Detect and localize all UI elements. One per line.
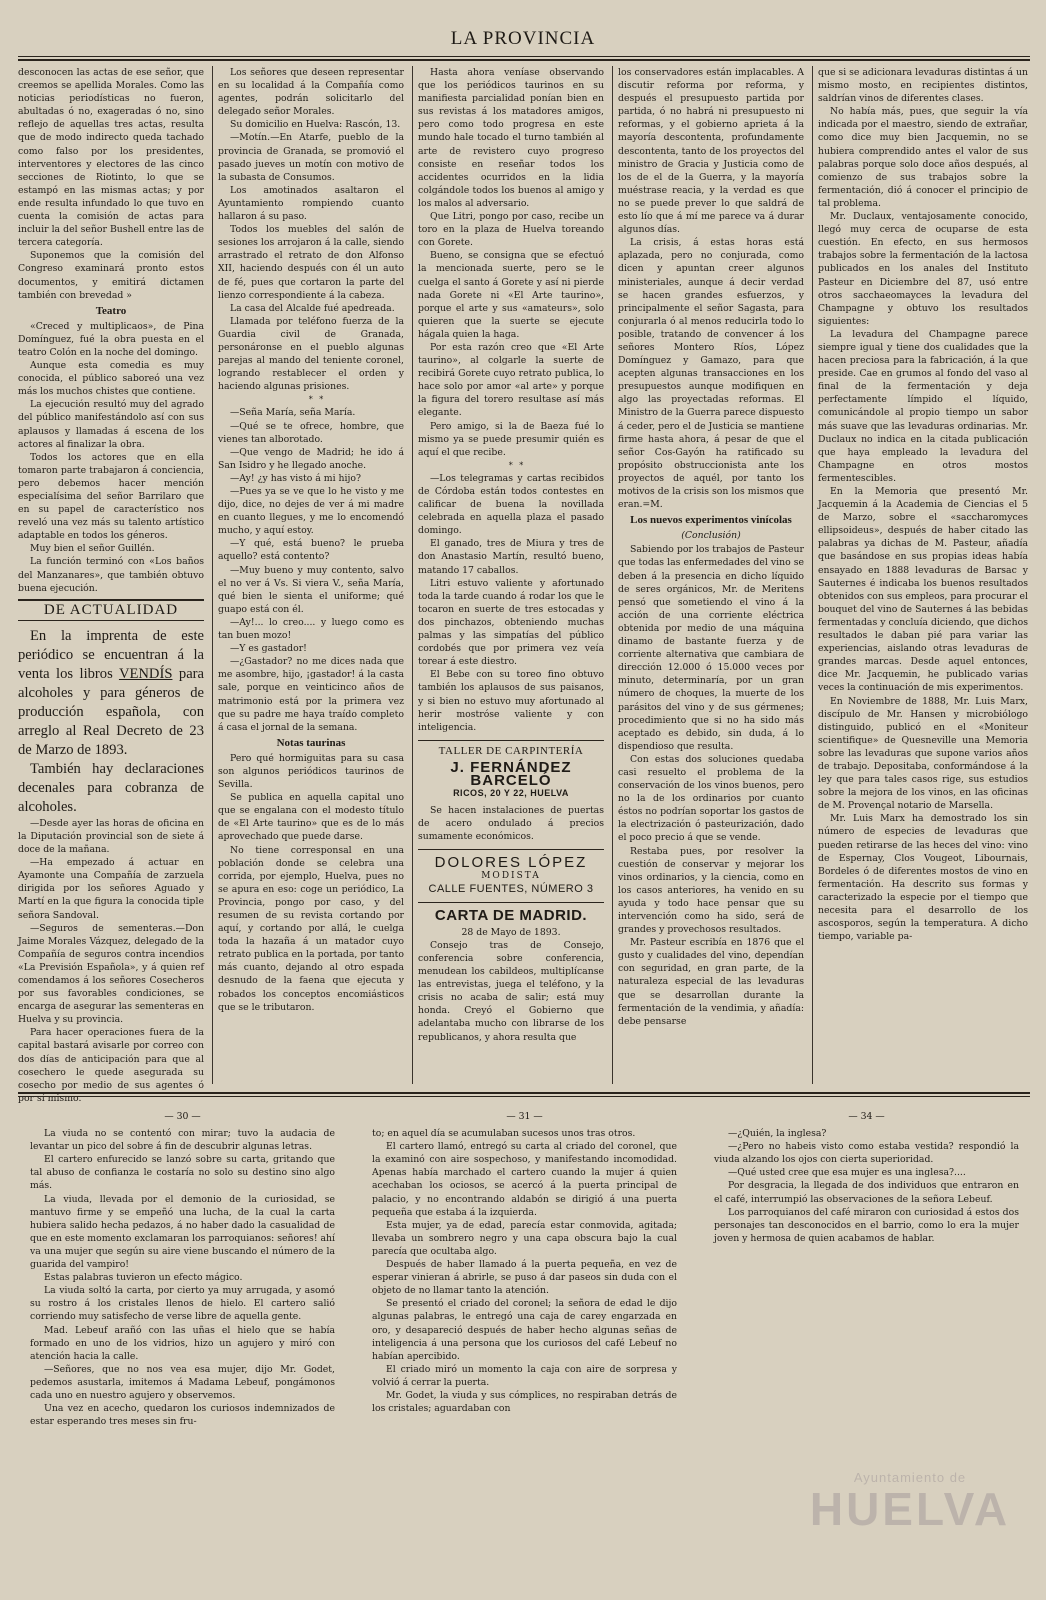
folletin-paragraph: —Qué usted cree que esa mujer es una inglesa?.... xyxy=(728,1167,966,1179)
folletin-paragraph: Los parroquianos del café miraron con curiosidad á estos dos personajes tan desconocidos en el barrio, como lo era la mujer joven y hermosa de quien acabamos de hablar. xyxy=(714,1206,1019,1244)
article-paragraph: —Pues ya se ve que lo he visto y me dijo, dice, no dejes de ver á mi madre en cuanto llegues, y me lo encomendó mucho, y aquí estoy. xyxy=(218,486,404,537)
section-heading-carta: CARTA DE MADRID. xyxy=(418,902,604,922)
page-number: — 31 — xyxy=(506,1111,543,1122)
folletin-paragraph: Esta mujer, ya de edad, parecía estar conmovida, agitada; llevaba un sombrero negro y una capa obscura bajo la cual parecía que ocultaba algo. xyxy=(372,1219,677,1257)
article-paragraph: Restaba pues, por resolver la cuestión de conservar y mejorar los vinos ordinarios, y la ciencia, como en los casos anteriores, ha venido en su ayuda y todo hace pensar que su intervención como ha sido, será de grandes y provechosos resultados. xyxy=(618,845,804,936)
article-paragraph: El Bebe con su toreo fino obtuvo también los aplausos de sus paisanos, y si bien no estuvo muy afortunado al herir mostróse valiente y con inteligencia. xyxy=(418,669,604,733)
article-paragraph: Hasta ahora veníase observando que los periódicos taurinos en su manifiesta parcialidad ponían bien en sus revistas á los matadores amigos, pero como todo progresa en este mundo hale tocado el turno también al arte de revistero cuyo progreso consiste en reseñar todos los accidentes ocurridos en la lidia colgándole todos los buenos al amigo y los malos al adversario. xyxy=(418,67,604,209)
header-rule-thick xyxy=(18,59,1030,61)
notice-text xyxy=(18,627,204,760)
folletin-paragraph: La viuda no se contentó con mirar; tuvo la audacia de levantar un pico del sobre á fin de descubrir algunas letras. xyxy=(30,1128,335,1153)
article-paragraph: —Motín.—En Atarfe, pueblo de la provincia de Granada, se promovió el pasado jueves un motín con motivo de la subasta de Consumos. xyxy=(218,132,404,183)
folletin-paragraph: Después de haber llamado á la puerta pequeña, en vez de esperar vinieran á abrirle, se puso á dar paseos sin duda con el objeto de no llamar tanto la atención. xyxy=(372,1259,677,1297)
column-separator xyxy=(212,66,213,1084)
ad-address: CALLE FUENTES, NÚMERO 3 xyxy=(428,882,594,895)
folletin-paragraph: Estas palabras tuvieron un efecto mágico. xyxy=(44,1272,243,1284)
folletin-paragraph: to; en aquel día se acumulaban sucesos unos tras otros. xyxy=(372,1128,636,1140)
section-box-title: DE ACTUALIDAD xyxy=(18,599,204,621)
folletin-paragraph: —Señores, que no nos vea esa mujer, dijo Mr. Godet, pedemos asustarla, imitemos á Madama Lebeuf, pongámonos cada uno en nuestro agujero y observemos. xyxy=(30,1363,335,1401)
article-paragraph: —Ay!... lo creo.... y luego como es tan buen mozo! xyxy=(218,616,404,642)
article-paragraph: Litri estuvo valiente y afortunado toda la tarde cuando á rodar los que le tocaron en suerte de tres estocadas y dos pinchazos, obteniendo muchas palmas y las simpatías del público cordobés que por primera vez veía torear á este diestro. xyxy=(418,577,604,668)
ad-business-name: J. FERNÁNDEZ BARCELÓ xyxy=(450,758,572,789)
article-paragraph: No tiene corresponsal en una población donde se celebra una corrida, por ejemplo, Huelva, pues no se apura en eso: coge un periódico, La Provincia, pongo por caso, y del resumen de su revista cortando por aquí, y cortando por allá, le cuelga toda la hazaña á un matador cuyo retrato publica en la portada, por tanto más cuanto, dejando al otro espada desnudo de la faena que ejecuta y robados los conceptos encomiásticos que se le tributaron. xyxy=(218,844,404,1013)
article-paragraph: —Seña María, seña María. xyxy=(230,407,356,419)
masthead-title: LA PROVINCIA xyxy=(450,28,596,49)
section-heading: Los nuevos experimentos vinícolas xyxy=(630,514,792,527)
article-paragraph: Aunque esta comedia es muy conocida, el público saboreó una vez más los muchos chistes que contiene. xyxy=(18,360,204,398)
article-paragraph: Pero qué hormiguitas para su casa son algunos periódicos taurinos de Sevilla. xyxy=(218,752,404,791)
article-paragraph: La levadura del Champagne parece siempre igual y tiene dos cualidades que la hacen preciosa para la fabricación, á la que preside. Cae en grumos al fondo del vaso al final de la fermentación y deja perfectamente límpido el líquido, comunicándole al propio tiempo un sabor más suave que las levaduras ordinarias. Mr. Duclaux no indica en la citada publicación que haya empleado la levadura del Champagne en otros mostos fermentescibles. xyxy=(818,328,1028,484)
column-4 xyxy=(618,66,804,1084)
notice-product-name: VENDÍS xyxy=(118,665,173,682)
article-paragraph: —Y es gastador! xyxy=(230,643,307,655)
article-paragraph: Que Litri, pongo por caso, recibe un toro en la plaza de Huelva toreando con Gorete. xyxy=(418,211,604,249)
article-paragraph: Con estas dos soluciones quedaba casi resuelto el problema de la conservación de los vinos buenos, pero no la de los ordinarios por cuanto éstos no podrían soportar los gastos de la electrización ó pasteurización, dado el poco precio á que se vende. xyxy=(618,753,804,844)
section-heading: Notas taurinas xyxy=(276,736,346,749)
header-rule xyxy=(18,56,1030,57)
article-paragraph: los conservadores están implacables. A discutir reforma por reforma, y después el presupuesto partida por partida, ó no habrá ni presupuesto ni reformas, y el gobierno aprieta á la mayoría descontenta, profundamente descontenta, tanto de los proyectos del ministro de Gracia y Justicia como de los de el de la Guerra, y la mayoría muéstrase reacia, y la verdad es que no se puede prever lo que saldrá de esto lío que á mí me parece va á durar algunos días. xyxy=(618,67,804,236)
section-heading: Teatro xyxy=(95,304,127,317)
page-header xyxy=(0,0,1046,62)
folletin-paragraph: La viuda soltó la carta, por cierto ya muy arrugada, y asomó su rostro á los cristales llenos de hielo. El cartero salió corriendo muy satisfecho de verse libre de aquella gente. xyxy=(30,1285,335,1323)
article-paragraph: —Que vengo de Madrid; he ido á San Isidro y he llegado anoche. xyxy=(218,446,404,471)
article-paragraph: El ganado, tres de Miura y tres de don Anastasio Martín, resultó bueno, matando 17 caballos. xyxy=(418,538,604,576)
article-paragraph: Bueno, se consigna que se efectuó la mencionada suerte, pero se le cuelga el santo á Gorete y así ni pierde nada Gorete ni «El Arte taurino», porque el arte y sus «amateurs», solo quieren que la suerte se ejecute hágala quien la haga. xyxy=(418,250,604,340)
article-paragraph: Por esta razón creo que «El Arte taurino», al colgarle la suerte de recibirá Gorete cuyo retrato publica, lo hace solo por amor «al arte» y porque la figura del torero resultase así más elegante. xyxy=(418,341,604,419)
column-2 xyxy=(218,66,404,1084)
article-paragraph: En la Memoria que presentó Mr. Jacquemin á la Academia de Ciencias el 5 de Marzo, sobre el «saccharomyces ellipsoideus», después de haber citado las palabras ya dichas de M. Pasteur, añadía que basándose en sus propias ideas había ensayado en 1888 levaduras de Barsac y Sauternes é indicaba los buenos resultados obtenidos con sus empleos, para procurar el bouquet del vino de Sauternes á las bebidas fermentadas y concluía diciendo, que dichos resultados le daban pié para variar las experiencias, aislando otras levaduras de grandes marcas. Desde aquel entonces, dice Mr. Jacquemin, he publicado varias veces la continuación de mis experimentos. xyxy=(818,486,1028,694)
folletin-paragraph: Mr. Godet, la viuda y sus cómplices, no respiraban detrás de los cristales; aguardaban con xyxy=(372,1389,677,1415)
folletin-paragraph: —¿Pero no habeis visto como estaba vestida? respondió la viuda alzando los ojos con cierta superioridad. xyxy=(714,1141,1019,1166)
folletin-paragraph: Por desgracia, la llegada de dos individuos que entraron en el café, interrumpió las observaciones de la señora Lebeuf. xyxy=(714,1180,1019,1205)
article-paragraph: La casa del Alcalde fué apedreada. xyxy=(230,302,395,314)
ad-title: TALLER DE CARPINTERÍA xyxy=(438,744,584,757)
section-divider: * * xyxy=(508,460,526,470)
article-paragraph: Los señores que deseen representar en su localidad á la Compañía como agentes, podrán solicitarlo del delegado señor Morales. xyxy=(218,67,404,118)
folletin-paragraph: El criado miró un momento la caja con aire de sorpresa y volvió á cerrar la puerta. xyxy=(372,1363,677,1388)
notice-text-after: para alcoholes y para géneros de producción española, con arreglo al Real Decreto de 23 de Marzo de 1893. xyxy=(18,665,205,758)
article-paragraph: —¿Gastador? no me dices nada que me asombre, hijo, ¡gastador! á la casta sale, porque en veinticinco años de matrimonio está por la primera vez que su padre me haya traído completo á casa el jornal de la semana. xyxy=(218,656,404,733)
ad-address: RICOS, 20 Y 22, HUELVA xyxy=(453,788,569,799)
notice-text: También hay declaraciones decenales para cobranza de alcoholes. xyxy=(18,760,204,815)
article-paragraph: que si se adicionara levaduras distintas á un mismo mosto, en recipientes distintos, saldrían vinos de diferentes clases. xyxy=(818,67,1028,105)
article-paragraph: Mr. Duclaux, ventajosamente conocido, llegó muy cerca de ocuparse de esta cuestión. En efecto, en sus hermosos trabajos sobre la fermentación de la lactosa publicados en los anales del Instituto Pasteur en Diciembre del 87, usó entre otros sacchaeomayces la levadura del Champagne y obtuvo los resultados siguientes: xyxy=(818,211,1028,327)
article-paragraph: Llamada por teléfono fuerza de la Guardia civil de Granada, personáronse en el pueblo algunas parejas al mando del teniente coronel, logrando restablecer el orden y haciendo algunas prisiones. xyxy=(218,315,404,393)
folletin-rule-thin xyxy=(18,1096,1030,1097)
advertisement-modista xyxy=(418,849,604,895)
article-paragraph: Todos los actores que en ella tomaron parte trabajaron á conciencia, pero debemos hacer mención especialísima del señor Barrilaro que en su papel de característico nos reveló una vez más su talento artístico adaptable en todos los géneros. xyxy=(18,451,204,542)
article-paragraph: La ejecución resultó muy del agrado del público manifestándolo así con sus aplausos y llamadas á escena de los actores al finalizar la obra. xyxy=(18,399,204,450)
notice-paragraph xyxy=(18,627,204,760)
article-paragraph: —Los telegramas y cartas recibidos de Córdoba están todos contestes en calificar de buena la novillada celebrada en aquella plaza el pasado domingo. xyxy=(418,472,604,537)
article-paragraph: «Creced y multiplicaos», de Pina Domínguez, fué la obra puesta en el teatro Colón en la noche del domingo. xyxy=(18,320,204,358)
article-paragraph: —Seguros de sementeras.—Don Jaime Morales Vázquez, delegado de la Compañía de seguros contra incendios «La Previsión Española», y á quien ref comendamos á los señores Cosecheros por sus favorables condiciones, se encarga de asegurar las sementeras en Huelva y su provincia. xyxy=(18,922,204,1026)
article-paragraph: Suponemos que la comisión del Congreso examinará pronto estos documentos, y emitirá dictamen también con brevedad » xyxy=(18,250,204,301)
article-paragraph: Muy bien el señor Guillén. xyxy=(30,543,155,555)
advertisement-carpentry xyxy=(418,740,604,844)
article-paragraph: Mr. Luis Marx ha demostrado los sin número de especies de levaduras que pueden retirarse de las heces del vino: vino de Espernay, Clos Vougeot, Libournais, Bordeles ó de diferentes mostos de vino en fermentación. Ha descrito sus formas y caracterizado la especie por el tiempo que necesita para el desarrollo de los ascosporos, según la temperatura. A dicho tiempo, variable pa- xyxy=(818,813,1028,943)
folletin-rule xyxy=(18,1092,1030,1094)
article-paragraph: Los amotinados asaltaron el Ayuntamiento rompiendo cuanto hallaron á su paso. xyxy=(218,184,404,223)
dateline: 28 de Mayo de 1893. xyxy=(461,926,561,938)
page-number: — 34 — xyxy=(848,1111,885,1122)
ad-business-name: DOLORES LÓPEZ xyxy=(434,854,588,872)
article-paragraph: —Ha empezado á actuar en Ayamonte una Compañía de zarzuela dirigida por los señores Aguado y Martí en la que figura la conocida tiple señora Sandoval. xyxy=(18,857,204,921)
article-paragraph: En Noviembre de 1888, Mr. Luis Marx, discípulo de Mr. Hansen y microbiólogo distinguido, publicó en el «Moniteur scientifique» de Quesneville una Memoria sobre las levaduras que supone varios años de trabajo. Depositaba, conformándose á la ley que para tales casos rige, sus estudios sobre la mejora de los vinos, en las oficinas de M. Provençal notario de Marsella. xyxy=(818,695,1028,812)
notice-text-before: En la imprenta de este periódico se encuentran á la venta los libros xyxy=(18,627,204,682)
column-3 xyxy=(418,66,604,1084)
folletin-paragraph: Mad. Lebeuf arañó con las uñas el hielo que se había formado en uno de los vidrios, hizo un agujero y miró con atención hacia la calle. xyxy=(30,1324,335,1362)
section-divider: * * xyxy=(308,395,326,405)
folletin-page-30 xyxy=(30,1110,335,1580)
article-paragraph: Mr. Pasteur escribía en 1876 que el gusto y cualidades del vino, dependían con seguridad, en gran parte, de la naturaleza especial de las levaduras que se desarrollan durante la fermentación de la vendimia, y añadía: debe pensarse xyxy=(618,937,804,1027)
archive-watermark xyxy=(800,1470,1020,1580)
folletin-paragraph: El cartero enfurecido se lanzó sobre su carta, gritando que tal abuso de confianza le costaría no solo su destino sino algo más. xyxy=(30,1154,335,1192)
folletin-page-31 xyxy=(372,1110,677,1580)
column-separator xyxy=(612,66,613,1084)
article-paragraph: Sabiendo por los trabajos de Pasteur que todas las enfermedades del vino se deben á la presencia en dicho líquido de seres orgánicos, Mr. de Meritens pensó que sometiendo el vino á la acción de una corriente eléctrica obtenida por medio de una máquina dinamo de bastante fuerza y de corriente alternativa que cambiara de dirección 12.000 ó 15.000 veces por minuto, determinaría, por un gran número de choques, la muerte de los parásitos del vino y de sus gérmenes; procedimiento que si no ha sido más aceptado es debido, sin duda, á lo dispendioso que resulta. xyxy=(618,544,804,752)
ad-profession: MODISTA xyxy=(481,870,541,881)
article-paragraph: desconocen las actas de ese señor, que creemos se apellida Morales. Como las noticias periodísticas no fueron, abultadas ó no, exageradas ó no, sino reflejo de aquellas tres actas, resulta que de modo indirecto queda tachado como falso por los presidentes, interventores y electores de las cinco secciones de Riotinto, lo que se estampó en las mismas actas; y por ende resulta infundado lo que tuvo en cuenta la comisión de actas para incluir la del señor Bushell entre las de tercera categoría. xyxy=(18,67,204,249)
column-5 xyxy=(818,66,1028,1084)
section-subtitle: (Conclusión) xyxy=(681,530,741,542)
article-paragraph: Consejo tras de Consejo, conferencia sobre conferencia, menudean los cabildeos, multiplícanse las entrevistas, juega el teléfono, y la crisis no acaba de salir; está muy honda. Creyó el Gobierno que adelantaba mucho con librarse de los republicanos, y ahora resulta que xyxy=(418,939,604,1043)
article-paragraph: —Qué se te ofrece, hombre, que vienes tan alborotado. xyxy=(218,420,404,445)
ad-text: Se hacen instalaciones de puertas de acero ondulado á precios sumamente económicos. xyxy=(418,805,604,843)
page-number: — 30 — xyxy=(164,1111,201,1122)
watermark-line-1: Ayuntamiento de xyxy=(853,1470,967,1485)
article-paragraph: Su domicilio en Huelva: Rascón, 13. xyxy=(230,119,401,131)
folletin-paragraph: La viuda, llevada por el demonio de la curiosidad, se mantuvo firme y se empeñó una lucha, de la cual la carta hubiera salido hecha pedazos, á no haber dado la casualidad de que en este momento exclamaran los parroquianos: señores! ahí va una mujer que según su aire viene buscando el número de la guarida del vampiro! xyxy=(30,1193,336,1271)
article-paragraph: La crisis, á estas horas está aplazada, pero no conjurada, como dicen y apuntan creer algunos ministeriales, aunque á decir verdad se hacen grandes esfuerzos, y principalmente el señor Sagasta, para conjurarla ó al menos reducirla todo lo posible, tratando de convencer á los señores Montero Ríos, López Domínguez y Gamazo, para que acepten algunas transacciones en los presupuestos aunque modifiquen en algo las proyectadas reformas. El Ministro de la Guerra parece dispuesto á ceder, pero el de Justicia se mantiene firme hasta ahora, á pesar de que el señor Cos-Gayón ha ratificado su propósito obstruccionista ante los proyectos de aquél, por tanto los motivos de la crisis son los mismos que eran.=M. xyxy=(618,237,804,511)
article-paragraph: —Muy bueno y muy contento, salvo el no ver á Vs. Si viera V., seña María, qué bien le sienta el uniforme; qué guapo está con él. xyxy=(218,564,404,615)
article-paragraph: Se publica en aquella capital uno que se engalana con el modesto título de «El Arte taurino» que es de lo más aprovechado que puede darse. xyxy=(218,792,404,843)
column-1 xyxy=(18,66,205,1104)
notice-paragraph xyxy=(18,760,204,817)
article-paragraph: Para hacer operaciones fuera de la capital bastará avisarle por correo con dos días de anticipación para que al cosechero le quede asegurada su cosecho por medio de sus agentes ó por sí mismo. xyxy=(18,1027,204,1104)
article-paragraph: No había más, pues, que seguir la vía indicada por el maestro, siendo de extrañar, como dice muy bien Jacquemin, no se hubiera comprendido antes el valor de sus palabras porque solo doce años después, al comienzo de sus trabajos sobre la fermentación, dió á conocer el principio de tal problema. xyxy=(818,106,1028,209)
folletin-paragraph: El cartero llamó, entregó su carta al criado del coronel, que la examinó con aire sospechoso, y manifestando incomodidad. Apenas había marchado el cartero cuando la mujer á quien acechaban los ociosos, se acercó á la puerta principal de palacio, y no encontrando aldabón se dirigió á una puerta pequeña que estaba á la izquierda. xyxy=(372,1141,677,1218)
watermark-line-2: HUELVA xyxy=(809,1483,1011,1535)
article-paragraph: —Y qué, está bueno? le prueba aquello? está contento? xyxy=(218,538,404,563)
article-paragraph: Todos los muebles del salón de sesiones los arrojaron á la calle, siendo arrastrado el retrato de don Alfonso XII, haciendo después con él un auto de fé, pues que cortaron la parte del lienzo correspondiente á la cabeza. xyxy=(218,224,404,301)
article-paragraph: —Desde ayer las horas de oficina en la Diputación provincial son de siete á doce de la mañana. xyxy=(18,817,204,856)
folletin-paragraph: Se presentó el criado del coronel; la señora de edad le dijo algunas palabras, le entregó una caja de carey engarzada en oro, y desapareció después de haber hecho algunas señas de inteligencia á una persona que los curiosos del café Lebeuf no habían apercibido. xyxy=(372,1298,677,1362)
article-paragraph: —Ay! ¿y has visto á mi hijo? xyxy=(230,472,361,484)
column-separator xyxy=(412,66,413,1084)
folletin-paragraph: —¿Quién, la inglesa? xyxy=(728,1128,827,1140)
column-separator xyxy=(812,66,813,1084)
folletin-paragraph: Una vez en acecho, quedaron los curiosos indemnizados de estar esperando tres meses sin fru- xyxy=(30,1403,335,1428)
article-paragraph: Pero amigo, si la de Baeza fué lo mismo ya se puede presumir quién es aquí el que recibe. xyxy=(418,420,604,458)
article-paragraph: La función terminó con «Los baños del Manzanares», que también obtuvo buena ejecución. xyxy=(18,556,204,594)
